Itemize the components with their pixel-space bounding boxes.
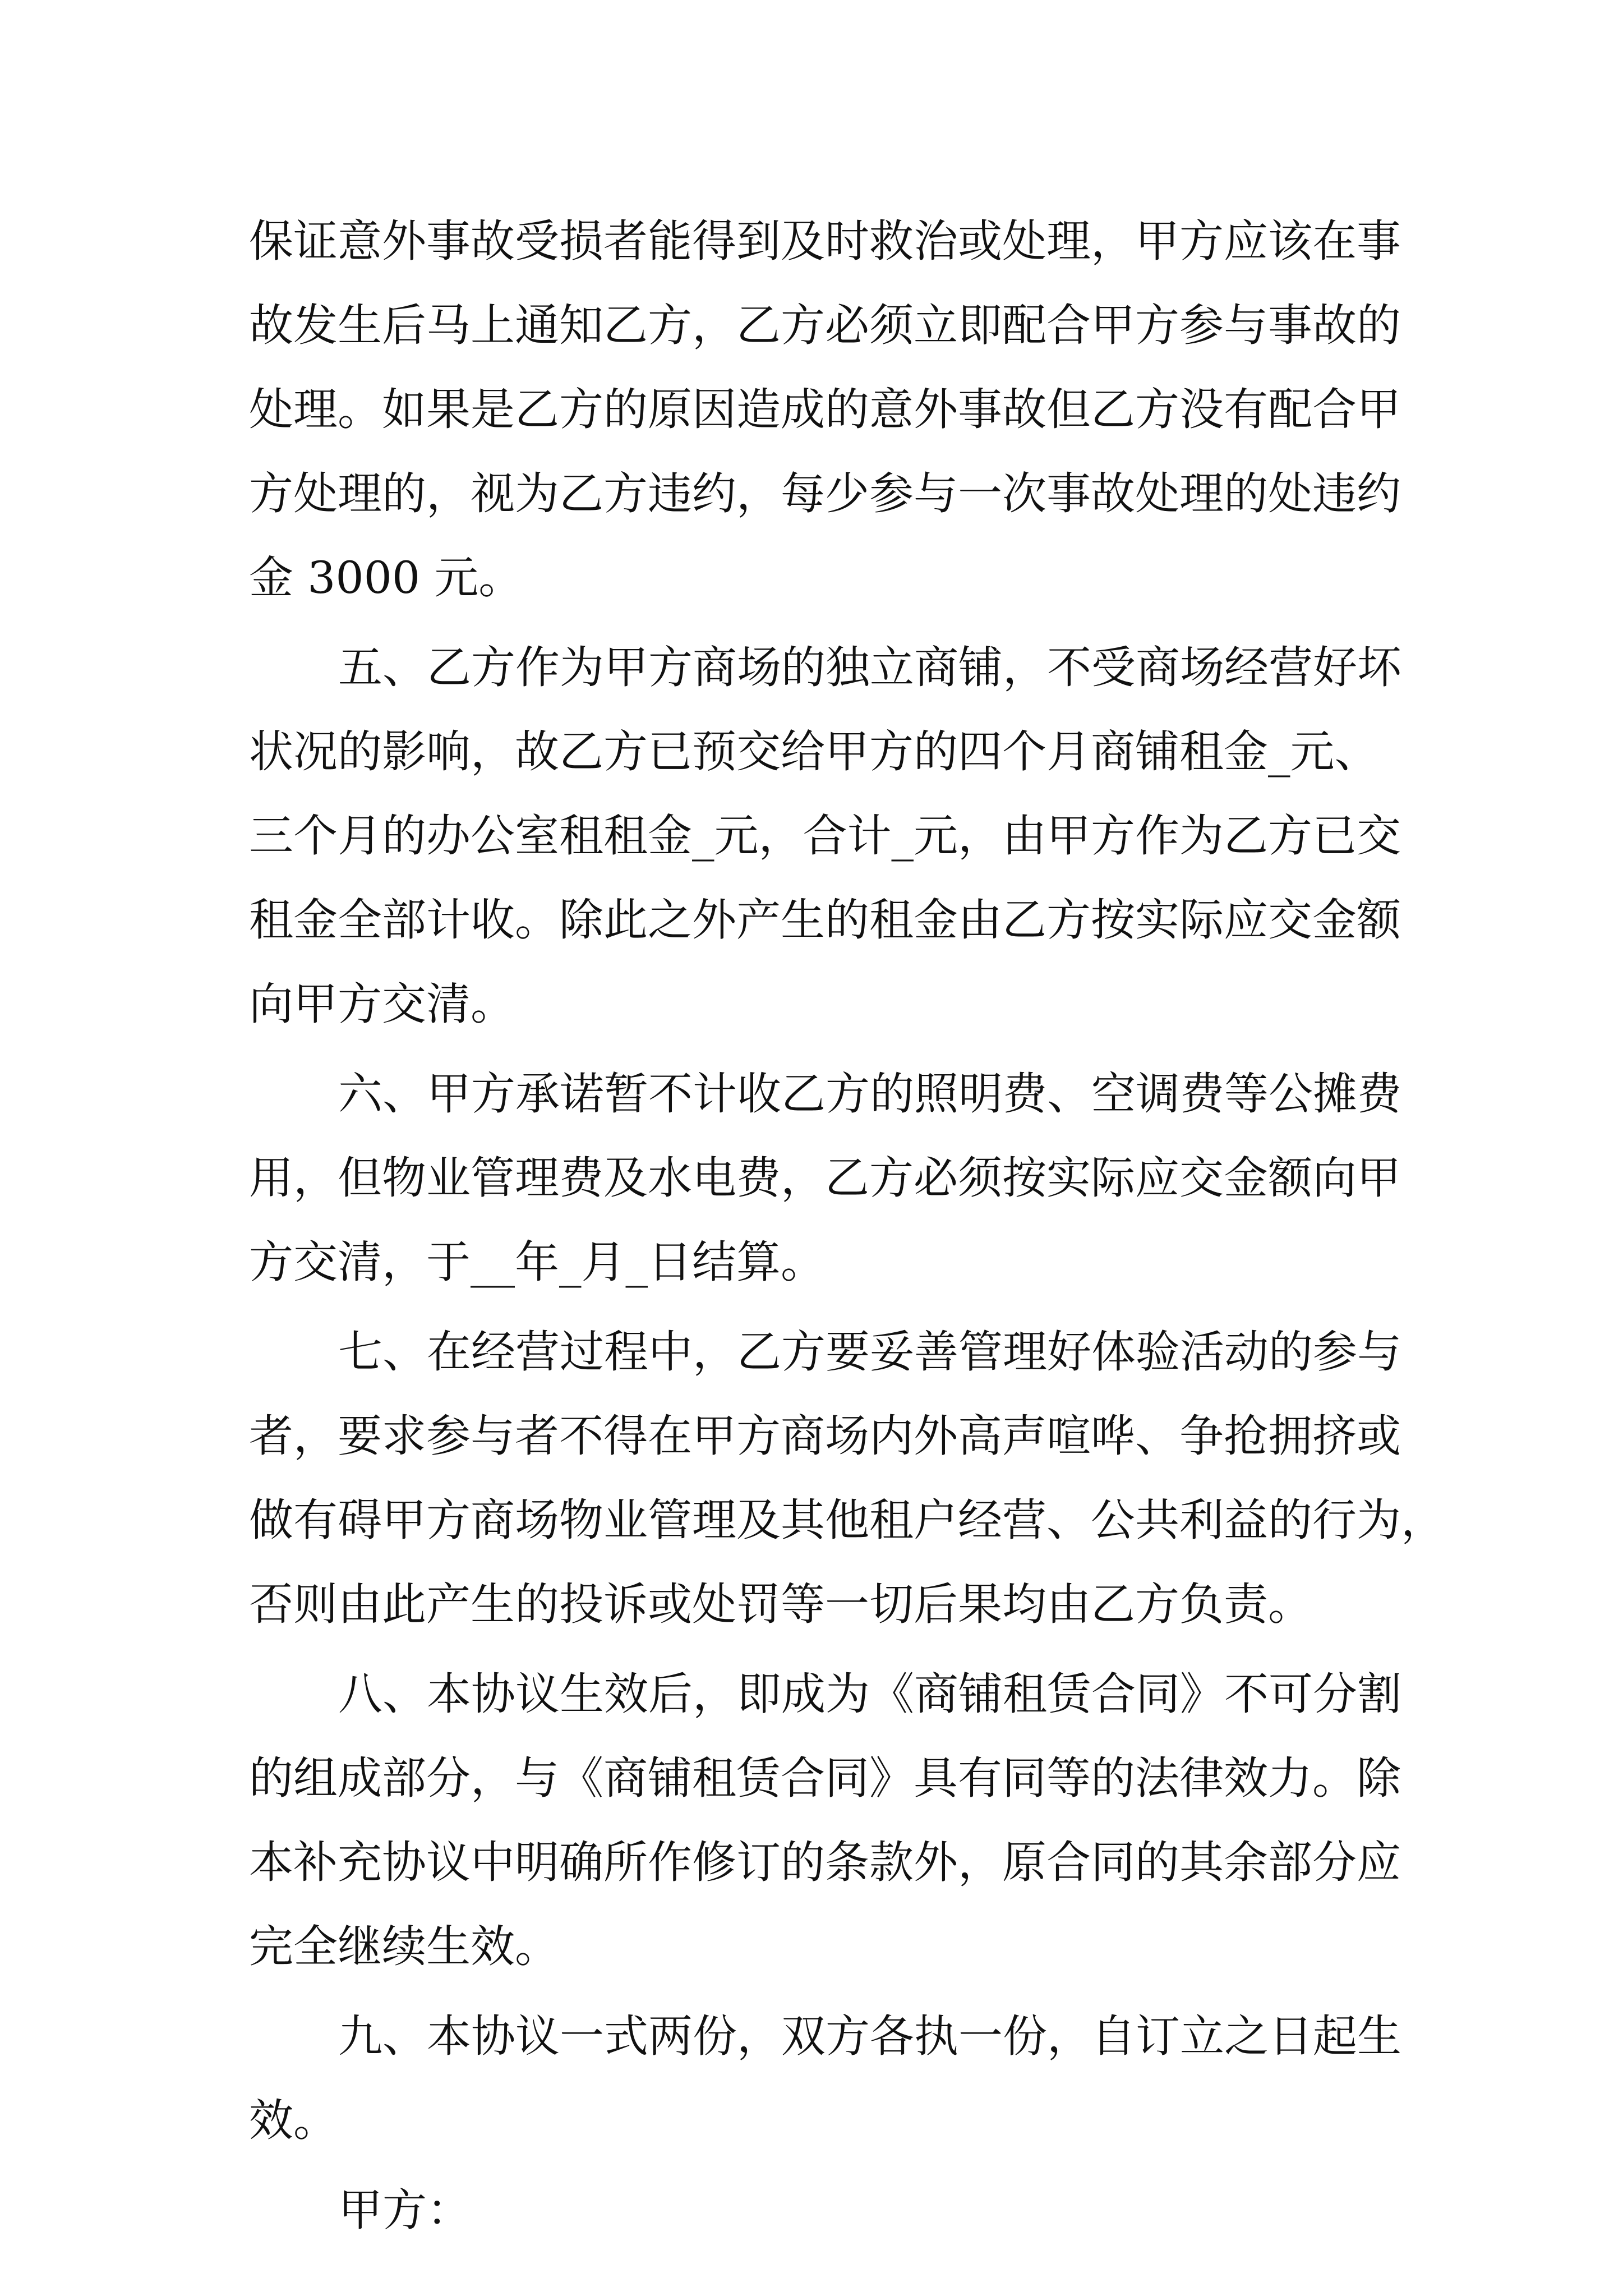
clause-8-line-4: 完全继续生效。 bbox=[249, 1921, 559, 1972]
clause-5-line-3: 三个月的办公室租租金_元，合计_元，由甲方作为乙方已交 bbox=[249, 810, 1401, 862]
clause-5-line-2: 状况的影响，故乙方已预交给甲方的四个月商铺租金_元、 bbox=[249, 726, 1379, 777]
clause-8-line-1: 八、本协议生效后，即成为《商铺租赁合同》不可分割 bbox=[338, 1668, 1401, 1720]
clause-7-line-4: 否则由此产生的投诉或处罚等一切后果均由乙方负责。 bbox=[249, 1579, 1312, 1630]
text-line-clause4-continued-1: 保证意外事故受损者能得到及时救治或处理，甲方应该在事 bbox=[249, 215, 1401, 267]
text-line-clause4-continued-3: 处理。如果是乙方的原因造成的意外事故但乙方没有配合甲 bbox=[249, 384, 1401, 435]
clause-9-line-2: 效。 bbox=[249, 2095, 338, 2146]
clause-5-line-1: 五、乙方作为甲方商场的独立商铺，不受商场经营好坏 bbox=[338, 642, 1401, 693]
clause-9-line-1: 九、本协议一式两份，双方各执一份，自订立之日起生 bbox=[338, 2010, 1401, 2062]
clause-5-line-5: 向甲方交清。 bbox=[249, 978, 515, 1030]
clause-7-line-3: 做有碍甲方商场物业管理及其他租户经营、公共利益的行为， bbox=[249, 1494, 1445, 1546]
text-line-clause4-continued-2: 故发生后马上通知乙方，乙方必须立即配合甲方参与事故的 bbox=[249, 300, 1401, 351]
text-line-clause4-continued-4: 方处理的，视为乙方违约，每少参与一次事故处理的处违约 bbox=[249, 468, 1401, 519]
clause-8-line-3: 本补充协议中明确所作修订的条款外，原合同的其余部分应 bbox=[249, 1837, 1401, 1888]
clause-6-line-2: 用，但物业管理费及水电费，乙方必须按实际应交金额向甲 bbox=[249, 1152, 1401, 1204]
party-a-signature-label: 甲方： bbox=[338, 2184, 471, 2236]
clause-8-line-2: 的组成部分，与《商铺租赁合同》具有同等的法律效力。除 bbox=[249, 1752, 1401, 1804]
text-line-clause4-continued-5: 金 3000 元。 bbox=[249, 552, 523, 604]
clause-7-line-1: 七、在经营过程中，乙方要妥善管理好体验活动的参与 bbox=[338, 1326, 1401, 1378]
clause-6-line-3: 方交清，于__年_月_日结算。 bbox=[249, 1236, 825, 1288]
clause-6-line-1: 六、甲方承诺暂不计收乙方的照明费、空调费等公摊费 bbox=[338, 1068, 1401, 1120]
clause-7-line-2: 者，要求参与者不得在甲方商场内外高声喧哗、争抢拥挤或 bbox=[249, 1410, 1401, 1462]
clause-5-line-4: 租金全部计收。除此之外产生的租金由乙方按实际应交金额 bbox=[249, 894, 1401, 946]
